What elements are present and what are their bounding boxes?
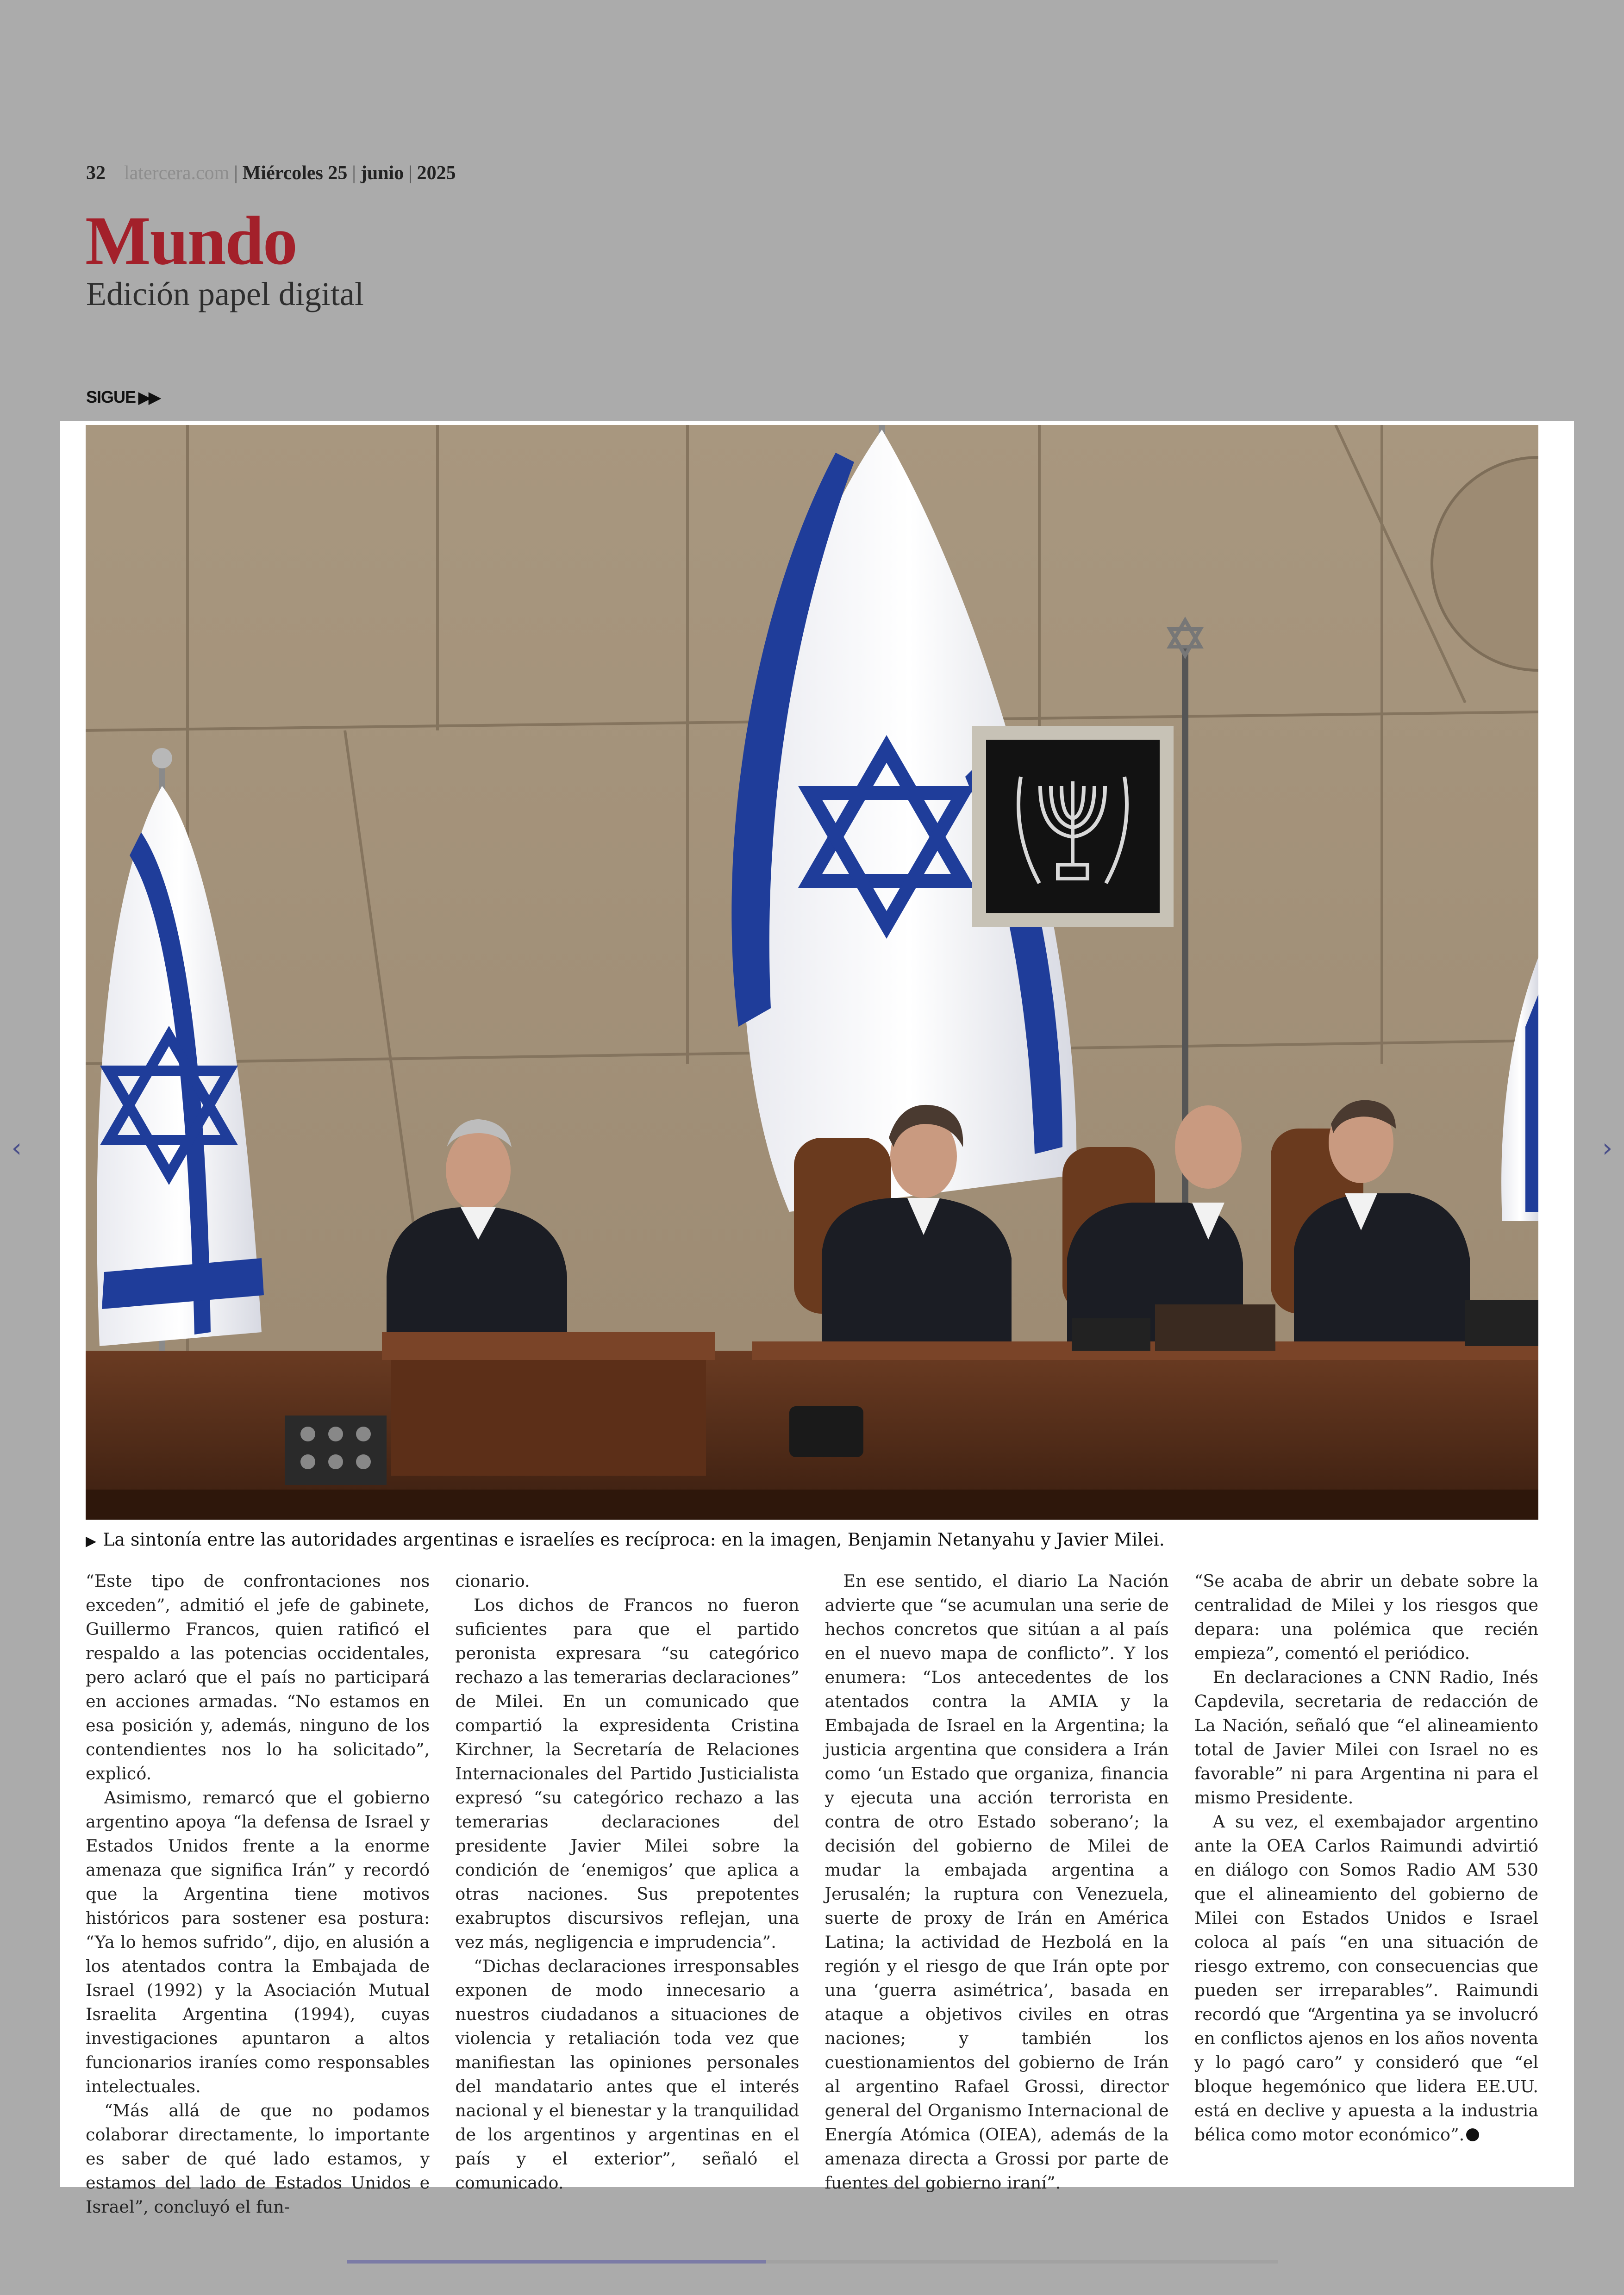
double-arrow-icon: ▶▶ [138,389,159,406]
article-column-1 [86,1569,430,2217]
paragraph: En ese sentido, el diario La Nación advierte que “se acumulan una serie de hechos concretos que sitúan a al país en el nuevo mapa de conflicto”. Y los enumera: “Los antecedentes de los atentados contra la AMIA y la Embajada de Israel en la Argentina; la justicia argentina que considera a Irán como ‘un Estado que organiza, financia y ejecuta una acción terrorista en contra de otro Estado soberano’; la decisión del gobierno de Milei de mudar la embajada argentina a Jerusalén; la ruptura con Venezuela, suerte de proxy de Irán en América Latina; la actividad de Hezbolá en la región y el riesgo de que Irán opte por una ‘guerra asimétrica’, basada en ataque a objetivos civiles en otras naciones; y también los cuestionamientos del gobierno de Irán al argentino Rafael Grossi, director general del Organismo Internacional de Energía Atómica (OIEA), además de la amenaza directa a Grossi por parte de fuentes del gobierno iraní”. [824,1571,1169,2193]
paragraph: Asimismo, remarcó que el gobierno argentino apoya “la defensa de Israel y Estados Unidos frente a la enorme amenaza que significa Irán” y recordó que la Argentina tiene motivos históricos para sostener esa postura: “Ya lo hemos sufrido”, dijo, en alusión a los atentados contra la Embajada de Israel (1992) y la Asociación Mutual Israelita Argentina (1994), cuyas investigaciones apuntaron a altos funcionarios iraníes como responsables intelectuales. [86,1788,430,2096]
sigue-label [86,386,159,409]
paragraph: Los dichos de Francos no fueron suficientes para que el partido peronista expresara “su categórico rechazo a las temerarias declaraciones” de Milei. En un comunicado que compartió la expresidenta Cristina Kirchner, la Secretaría de Relaciones Internacionales del Partido Justicialista expresó “su categórico rechazo a las temerarias declaraciones del presidente Javier Milei sobre la condición de ‘enemigos’ que aplica a otras naciones. Sus prepotentes exabruptos discursivos reflejan, una vez más, negligencia e imprudencia”. [455,1595,800,1952]
caption-triangle-icon: ▶ [86,1533,97,1549]
article-body [86,1569,1538,2217]
separator: | [352,162,356,184]
article-column-3 [824,1569,1169,2193]
date-year: 2025 [417,162,456,184]
paragraph-text: A su vez, el exembajador argentino ante la OEA Carlos Raimundi advirtió en diálogo con Somos Radio AM 530 que el alineamiento del gobierno de Milei con Estados Unidos e Israel coloca al país “en una situación de riesgo extremo, con consecuencias que pueden ser irreparables”. Raimundi recordó que “Argentina ya se involucró en conflictos ajenos en los años noventa y lo pagó caro” y consideró que “el bloque hegemónico que lidera EE.UU. está en declive y apuesta a la industria bélica como motor económico”. [1194,1812,1538,2145]
reading-progress-fill [347,2260,766,2264]
section-title: Mundo [85,202,297,279]
paragraph [1194,1810,1538,2147]
date-weekday-day: Miércoles 25 [242,162,348,184]
page-number: 32 [86,162,106,184]
page-sheet [60,421,1574,2217]
paragraph: “Más allá de que no podamos colaborar directamente, lo importante es saber de qué lado estamos, y estamos del lado de Estados Unidos e Israel”, concluyó el fun- [86,2101,430,2217]
article-column-2 [455,1569,800,2193]
paragraph: “Dichas declaraciones irresponsables exponen de modo innecesario a nuestros ciudadanos a situaciones de violencia y retaliación toda vez que manifiestan las opiniones personales del mandatario antes que el interés nacional y el bienestar y la tranquilidad de los argentinos y argentinas en el país y el exterior”, señaló el comunicado. [455,1956,800,2193]
paragraph: “Este tipo de confrontaciones nos exceden”, admitió el jefe de gabinete, Guillermo Francos, quien ratificó el respaldo a las potencias occidentales, pero aclaró que el país no participará en acciones armadas. “No estamos en esa posición y, además, ninguno de los contendientes nos lo ha solicitado”, explicó. [86,1571,430,1784]
end-of-article-icon [1466,2128,1479,2141]
previous-page-button[interactable] [7,1132,26,1165]
article-column-4 [1194,1569,1538,2145]
article-photo [86,425,1538,1520]
next-page-button[interactable] [1598,1132,1617,1165]
paragraph: “Se acaba de abrir un debate sobre la centralidad de Milei y los riesgos que depara: una polémica que recién empieza”, comentó el periódico. [1194,1571,1538,1663]
chevron-right-icon: › [1602,1133,1613,1163]
paragraph: En declaraciones a CNN Radio, Inés Capdevila, secretaria de redacción de La Nación, señaló que “el alineamiento total de Javier Milei con Israel no es favorable” ni para Argentina ni para el mismo Presidente. [1194,1667,1538,1808]
caption-text: La sintonía entre las autoridades argentinas e israelíes es recíproca: en la imagen, Benjamin Netanyahu y Javier Milei. [103,1529,1165,1550]
masthead-line [86,159,456,187]
site-name: latercera.com [124,162,230,184]
knesset-photo-illustration [86,425,1538,1520]
photo-caption [86,1528,1538,1553]
paragraph: cionario. [455,1571,530,1591]
edition-subtitle: Edición papel digital [86,275,364,312]
sigue-text: SIGUE [86,387,136,406]
chevron-left-icon: ‹ [11,1133,22,1163]
separator: | [408,162,412,184]
separator: | [234,162,238,184]
reading-progress-bar[interactable] [347,2260,1278,2264]
date-month: junio [360,162,404,184]
